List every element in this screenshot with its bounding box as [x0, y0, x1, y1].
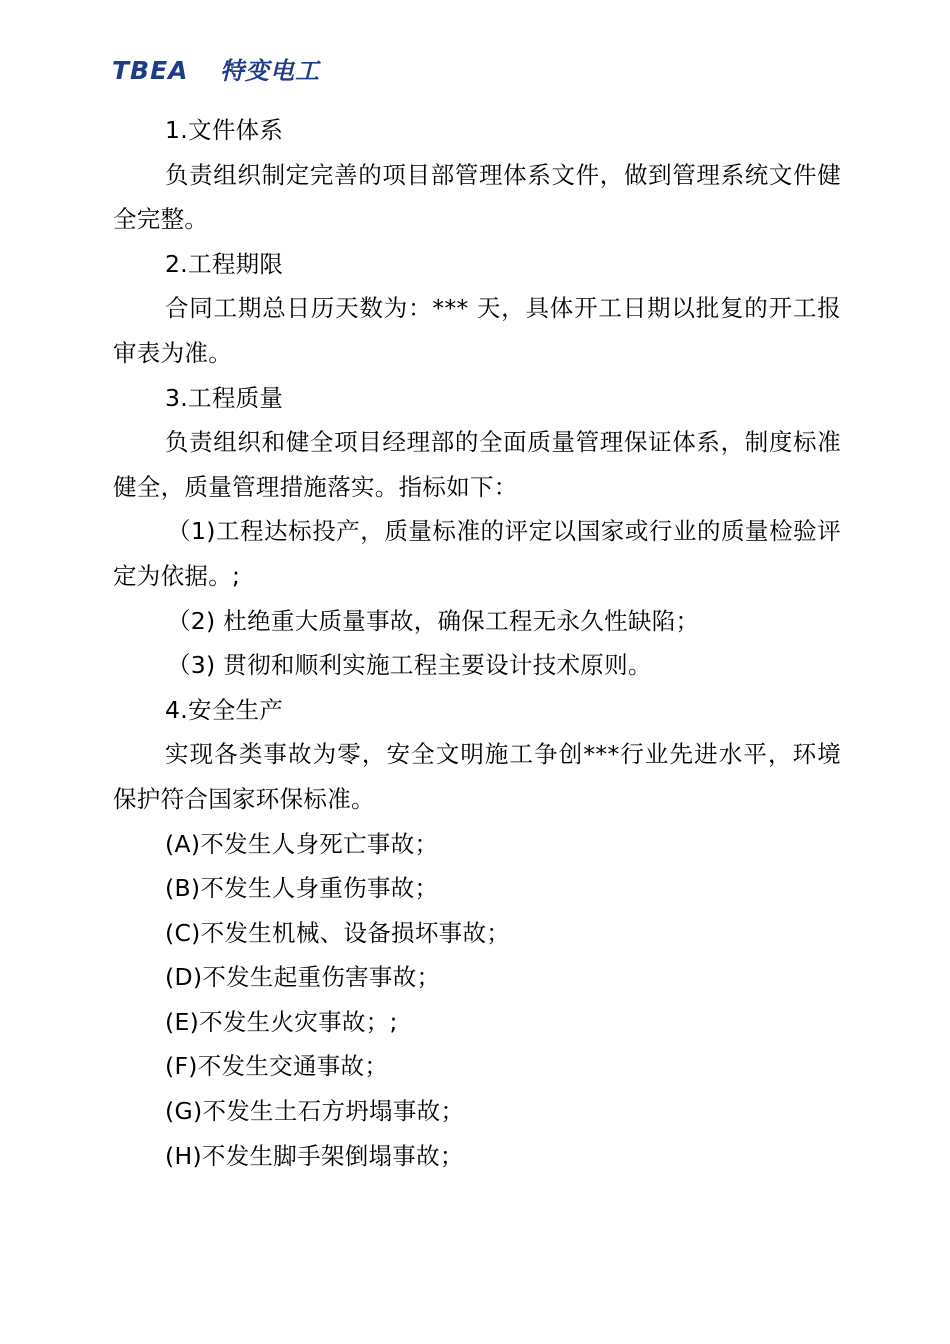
safety-item-g: (G)不发生土石方坍塌事故； [165, 1097, 465, 1126]
safety-item-f: (F)不发生交通事故； [165, 1052, 389, 1081]
quality-item-3: （3) 贯彻和顺利实施工程主要设计技术原则。 [167, 651, 652, 680]
heading-project-period: 2.工程期限 [165, 249, 284, 278]
paragraph-project-quality: 负责组织和健全项目经理部的全面质量管理保证体系，制度标准健全，质量管理措施落实。指标如下： [113, 428, 841, 501]
safety-item-a: (A)不发生人身死亡事故； [165, 829, 439, 858]
safety-item-h: (H)不发生脚手架倒塌事故； [165, 1141, 464, 1170]
logo-cjk-text: 特变电工 [220, 57, 320, 84]
tbea-logo-mark [112, 56, 322, 84]
heading-project-quality: 3.工程质量 [165, 383, 284, 412]
paragraph-project-period: 合同工期总日历天数为：*** 天，具体开工日期以批复的开工报审表为准。 [113, 294, 841, 367]
quality-item-2: （2) 杜绝重大质量事故，确保工程无永久性缺陷； [167, 606, 700, 635]
safety-item-c: (C)不发生机械、设备损坏事故； [165, 918, 511, 947]
paragraph-file-system: 负责组织制定完善的项目部管理体系文件，做到管理系统文件健全完整。 [113, 160, 841, 234]
logo-latin-text: TBEA [112, 56, 189, 84]
heading-file-system: 1.文件体系 [165, 116, 284, 144]
document-body [113, 108, 841, 1178]
paragraph-safety-production: 实现各类事故为零，安全文明施工争创***行业先进水平，环境保护符合国家环保标准。 [113, 740, 841, 813]
quality-item-1: （1)工程达标投产，质量标准的评定以国家或行业的质量检验评定为依据。; [113, 517, 841, 590]
safety-item-b: (B)不发生人身重伤事故； [165, 874, 439, 903]
heading-safety-production: 4.安全生产 [165, 695, 284, 724]
safety-item-e: (E)不发生火灾事故；; [165, 1007, 398, 1036]
safety-item-d: (D)不发生起重伤害事故； [165, 963, 441, 992]
tbea-logo [112, 56, 342, 84]
